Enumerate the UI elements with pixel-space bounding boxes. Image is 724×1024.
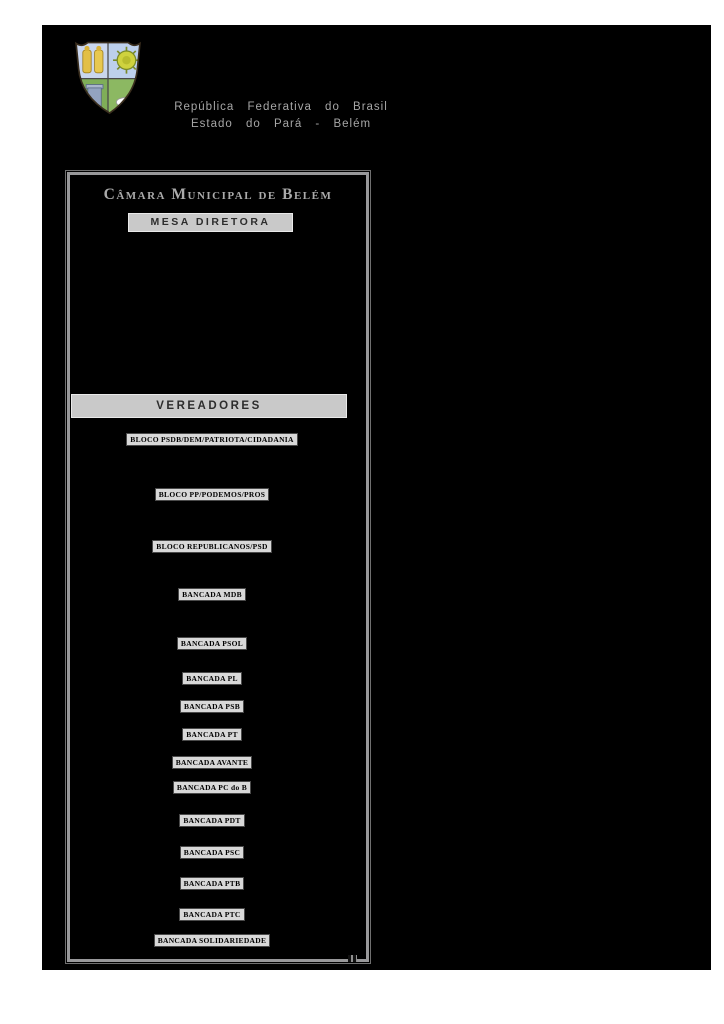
party-label: BANCADA PSC bbox=[180, 846, 244, 859]
content-frame bbox=[67, 172, 369, 962]
party-label-row bbox=[70, 633, 354, 651]
party-label: BANCADA PSB bbox=[180, 700, 244, 713]
party-label-row bbox=[70, 724, 354, 742]
party-label-row bbox=[70, 904, 354, 922]
party-label: BANCADA PC do B bbox=[173, 781, 251, 794]
party-label-row bbox=[70, 484, 354, 502]
party-label-row bbox=[70, 696, 354, 714]
party-label: BLOCO PSDB/DEM/PATRIOTA/CIDADANIA bbox=[126, 433, 297, 446]
party-label: BANCADA PSOL bbox=[177, 637, 247, 650]
party-label: BANCADA PL bbox=[182, 672, 242, 685]
party-label-row bbox=[70, 584, 354, 602]
party-label-row bbox=[70, 668, 354, 686]
party-label-row bbox=[70, 777, 354, 795]
header bbox=[99, 99, 463, 133]
header-line-state: Estado do Pará - Belém bbox=[190, 118, 372, 130]
page-title: Câmara Municipal de Belém bbox=[103, 186, 333, 203]
party-label: BANCADA PT bbox=[182, 728, 242, 741]
mesa-diretora-header: MESA DIRETORA bbox=[128, 213, 293, 232]
party-label-row bbox=[70, 536, 354, 554]
party-label: BLOCO REPUBLICANOS/PSD bbox=[152, 540, 271, 553]
party-label: BANCADA AVANTE bbox=[172, 756, 252, 769]
vereadores-header: VEREADORES bbox=[71, 394, 347, 418]
party-label-row bbox=[70, 429, 354, 447]
party-label-row bbox=[70, 873, 354, 891]
party-label: BANCADA PDT bbox=[179, 814, 244, 827]
party-label-row bbox=[70, 810, 354, 828]
party-label: BLOCO PP/PODEMOS/PROS bbox=[155, 488, 270, 501]
header-line-republic: República Federativa do Brasil bbox=[174, 101, 388, 113]
party-label-row bbox=[70, 842, 354, 860]
party-label-row bbox=[70, 752, 354, 770]
party-label: BANCADA PTC bbox=[179, 908, 244, 921]
frame-corner-mark bbox=[348, 955, 357, 962]
party-label: BANCADA MDB bbox=[178, 588, 246, 601]
page-content-area bbox=[42, 25, 711, 970]
party-label: BANCADA SOLIDARIEDADE bbox=[154, 934, 271, 947]
party-label-row bbox=[70, 930, 354, 948]
party-label: BANCADA PTB bbox=[180, 877, 245, 890]
